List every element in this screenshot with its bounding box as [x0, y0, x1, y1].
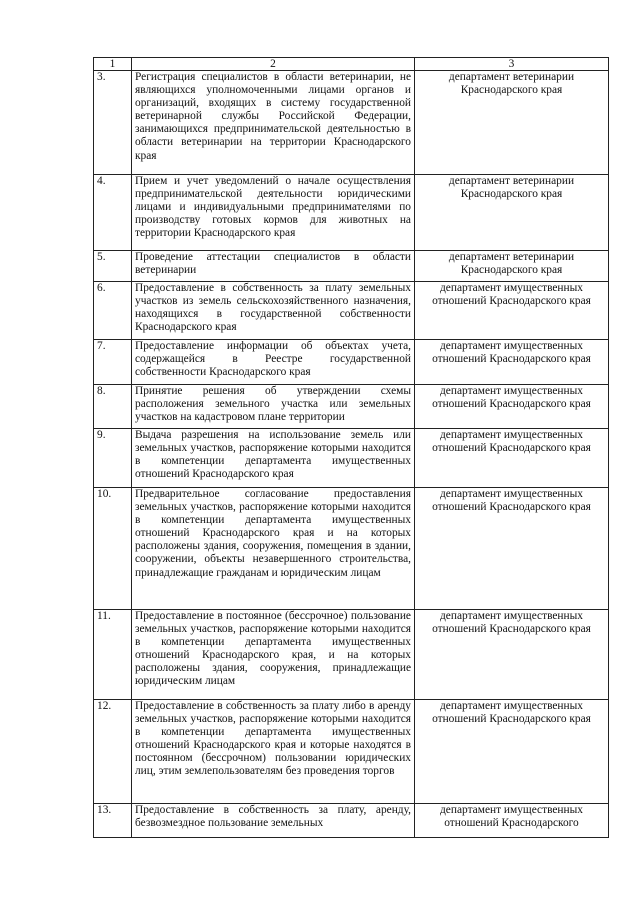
service-description: Предварительное согласование предоставления земельных участков, распоряжение которыми находится в компетенции департамента имущественных отношений Краснодарского края и на которых расположены здания, сооружения, помещения в здании, сооружении, объекты незавершенного строительства, принадлежащие гражданам и юридическим лицам — [132, 488, 415, 610]
service-description: Принятие решения об утверждении схемы расположения земельного участка или земельных участков на кадастровом плане территории — [132, 385, 415, 429]
header-col-3: 3 — [415, 58, 609, 71]
row-number: 12. — [94, 700, 132, 804]
service-description: Предоставление информации об объектах учета, содержащейся в Реестре государственной собственности Краснодарского края — [132, 340, 415, 385]
responsible-department: департамент ветеринарии Краснодарского края — [415, 251, 609, 282]
service-description: Регистрация специалистов в области ветеринарии, не являющихся уполномоченными лицами органов и организаций, входящих в систему государственной ветеринарной службы Российской Федерации, занимающихся предпринимательской деятельностью в области ветеринарии на территории Краснодарского края — [132, 71, 415, 175]
responsible-department: департамент имущественных отношений Краснодарского края — [415, 385, 609, 429]
row-number: 11. — [94, 610, 132, 700]
responsible-department: департамент имущественных отношений Краснодарского — [415, 804, 609, 838]
table-row — [94, 340, 609, 385]
row-number: 3. — [94, 71, 132, 175]
services-table — [93, 57, 609, 838]
table-row — [94, 71, 609, 175]
service-description: Предоставление в собственность за плату земельных участков из земель сельскохозяйственного назначения, находящихся в государственной собственности Краснодарского края — [132, 282, 415, 340]
header-col-2: 2 — [132, 58, 415, 71]
service-description: Прием и учет уведомлений о начале осуществления предпринимательской деятельности юридическими лицами и индивидуальными предпринимателями по производству готовых кормов для животных на территории Краснодарского края — [132, 175, 415, 251]
row-number: 8. — [94, 385, 132, 429]
table-row — [94, 175, 609, 251]
row-number: 4. — [94, 175, 132, 251]
table-row — [94, 804, 609, 838]
table-row — [94, 429, 609, 488]
row-number: 10. — [94, 488, 132, 610]
row-number: 13. — [94, 804, 132, 838]
table-row — [94, 251, 609, 282]
table-row — [94, 385, 609, 429]
responsible-department: департамент имущественных отношений Краснодарского края — [415, 282, 609, 340]
header-col-1: 1 — [94, 58, 132, 71]
responsible-department: департамент имущественных отношений Краснодарского края — [415, 610, 609, 700]
service-description: Предоставление в собственность за плату, аренду, безвозмездное пользование земельных — [132, 804, 415, 838]
table-row — [94, 700, 609, 804]
table-row — [94, 610, 609, 700]
service-description: Проведение аттестации специалистов в области ветеринарии — [132, 251, 415, 282]
service-description: Предоставление в собственность за плату либо в аренду земельных участков, распоряжение которыми находится в компетенции департамента имущественных отношений Краснодарского края и которые находятся в постоянном (бессрочном) пользовании юридических лиц, этим землепользователям без проведения торгов — [132, 700, 415, 804]
responsible-department: департамент имущественных отношений Краснодарского края — [415, 429, 609, 488]
table-row — [94, 488, 609, 610]
responsible-department: департамент ветеринарии Краснодарского края — [415, 71, 609, 175]
service-description: Выдача разрешения на использование земель или земельных участков, распоряжение которыми находится в компетенции департамента имущественных отношений Краснодарского края — [132, 429, 415, 488]
service-description: Предоставление в постоянное (бессрочное) пользование земельных участков, распоряжение которыми находится в компетенции департамента имущественных отношений Краснодарского края, и на которых расположены здания, сооружения, принадлежащие юридическим лицам — [132, 610, 415, 700]
row-number: 6. — [94, 282, 132, 340]
table-row — [94, 282, 609, 340]
responsible-department: департамент имущественных отношений Краснодарского края — [415, 700, 609, 804]
row-number: 9. — [94, 429, 132, 488]
header-row — [94, 58, 609, 71]
responsible-department: департамент имущественных отношений Краснодарского края — [415, 340, 609, 385]
row-number: 7. — [94, 340, 132, 385]
row-number: 5. — [94, 251, 132, 282]
responsible-department: департамент ветеринарии Краснодарского края — [415, 175, 609, 251]
responsible-department: департамент имущественных отношений Краснодарского края — [415, 488, 609, 610]
